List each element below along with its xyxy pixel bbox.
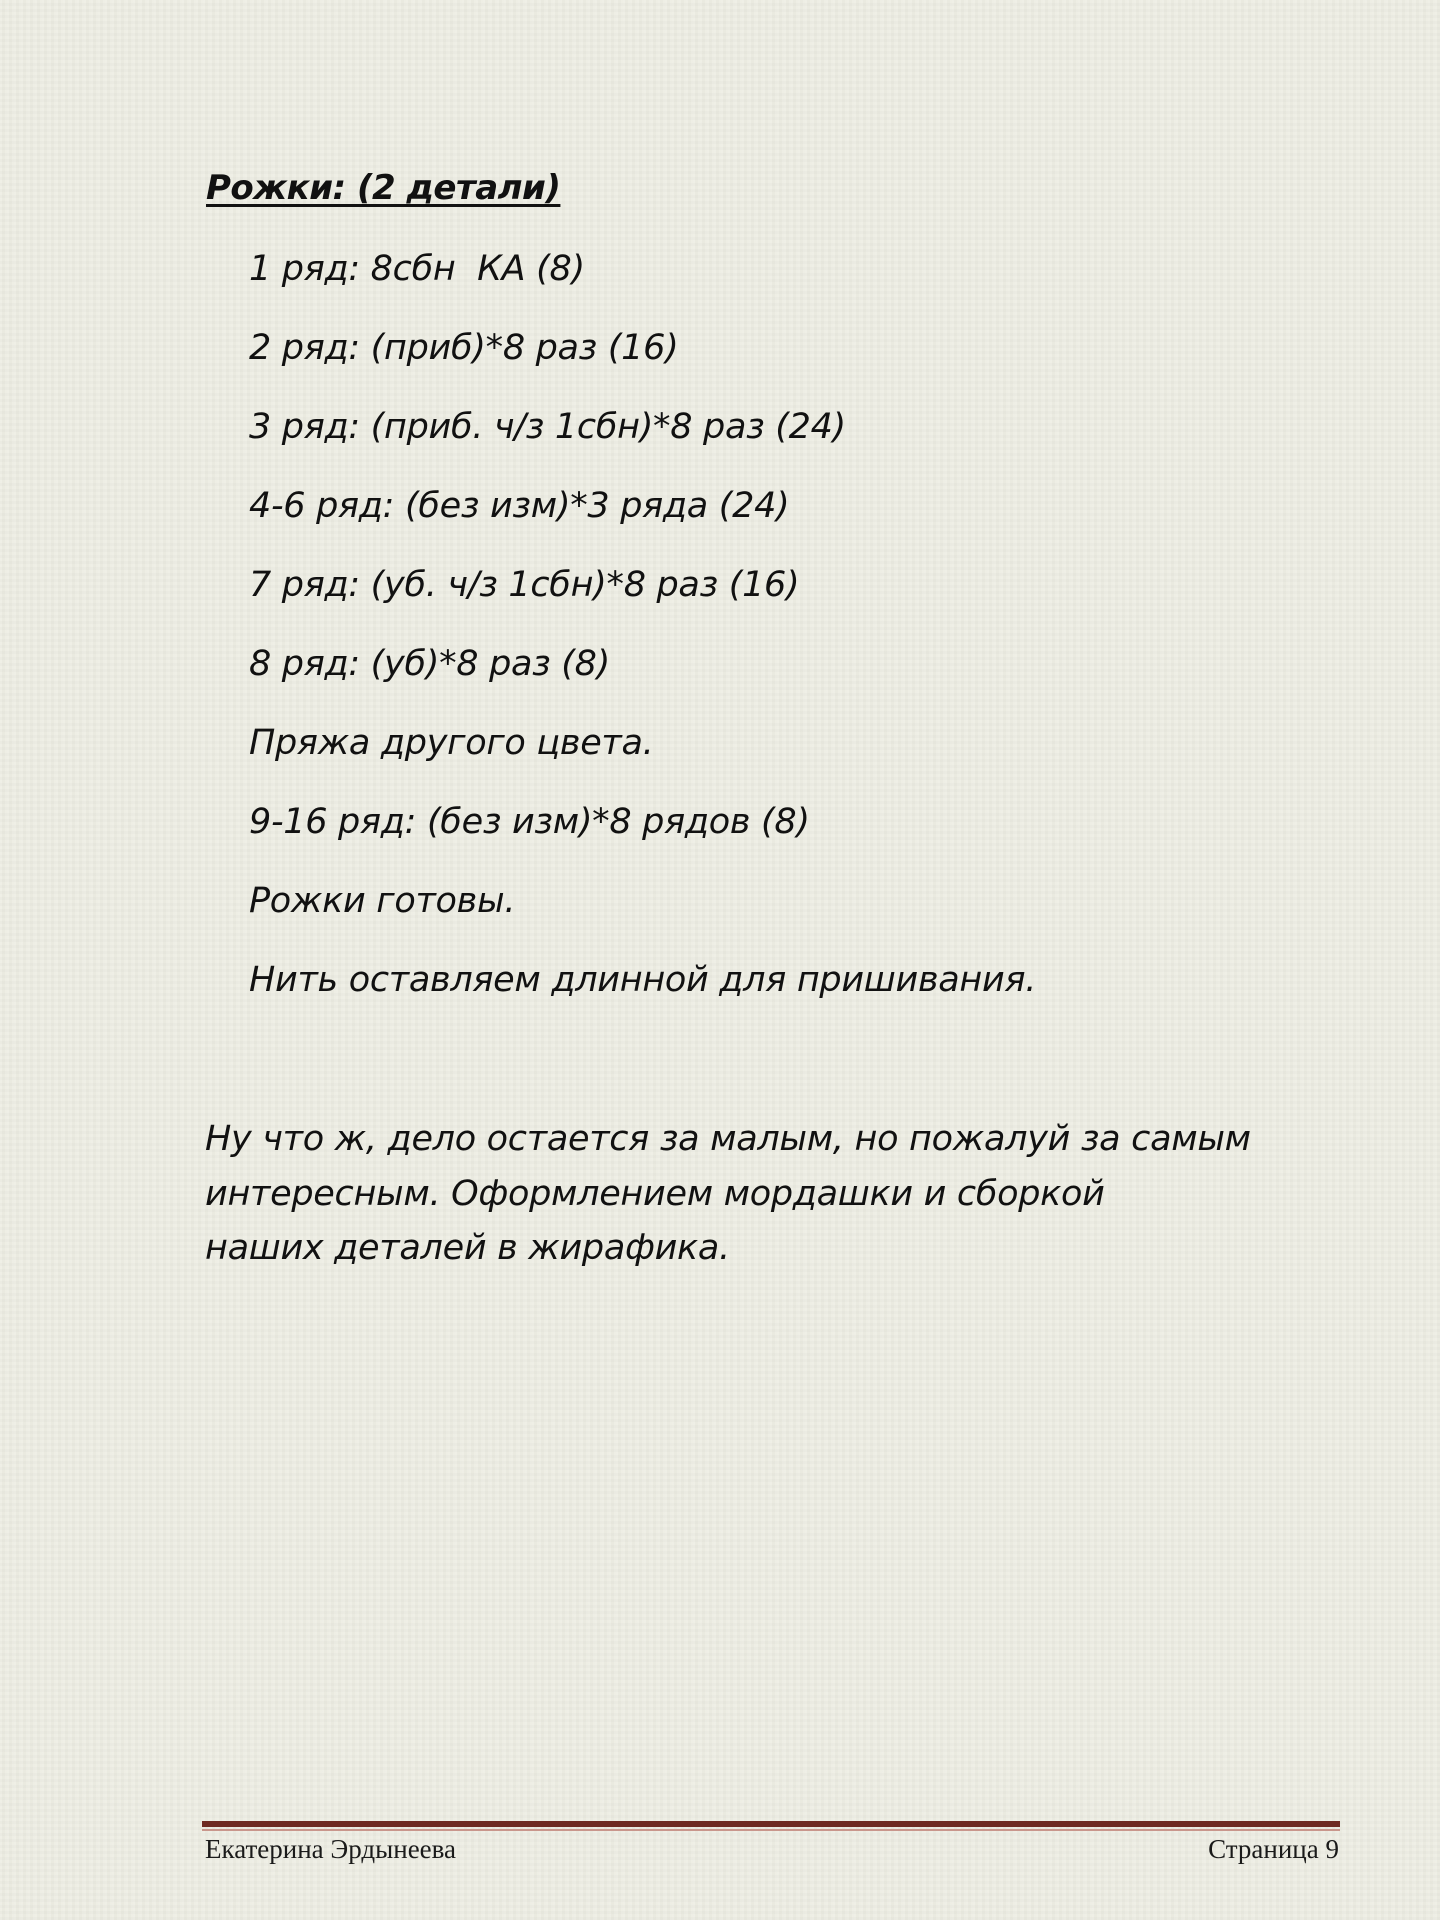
page-footer bbox=[205, 1834, 1339, 1865]
pattern-step: 4-6 ряд: (без изм)*3 ряда (24) bbox=[249, 486, 790, 526]
pattern-steps-list bbox=[249, 247, 1036, 1037]
pattern-step: Пряжа другого цвета. bbox=[249, 723, 654, 763]
pattern-step: 9-16 ряд: (без изм)*8 рядов (8) bbox=[249, 802, 810, 842]
pattern-step: 2 ряд: (приб)*8 раз (16) bbox=[249, 328, 679, 368]
footer-divider bbox=[202, 1821, 1340, 1831]
footer-divider-thin bbox=[202, 1829, 1340, 1831]
pattern-step: Рожки готовы. bbox=[249, 881, 516, 921]
closing-paragraph bbox=[205, 1112, 1365, 1276]
paragraph-line: интересным. Оформлением мордашки и сборкой bbox=[205, 1173, 1105, 1214]
footer-page-number: Страница 9 bbox=[1208, 1834, 1339, 1864]
section-heading: Рожки: (2 детали) bbox=[206, 168, 561, 208]
paragraph-line: Ну что ж, дело остается за малым, но пожалуй за самым bbox=[205, 1119, 1251, 1159]
footer-author: Екатерина Эрдынеева bbox=[205, 1834, 457, 1864]
pattern-step: 7 ряд: (уб. ч/з 1сбн)*8 раз (16) bbox=[249, 565, 800, 605]
pattern-step: Нить оставляем длинной для пришивания. bbox=[249, 960, 1037, 1000]
pattern-step: 8 ряд: (уб)*8 раз (8) bbox=[249, 644, 610, 684]
pattern-step: 1 ряд: 8сбн КА (8) bbox=[249, 249, 585, 289]
paragraph-line: наших деталей в жирафика. bbox=[205, 1228, 730, 1268]
pattern-step: 3 ряд: (приб. ч/з 1сбн)*8 раз (24) bbox=[249, 407, 846, 447]
